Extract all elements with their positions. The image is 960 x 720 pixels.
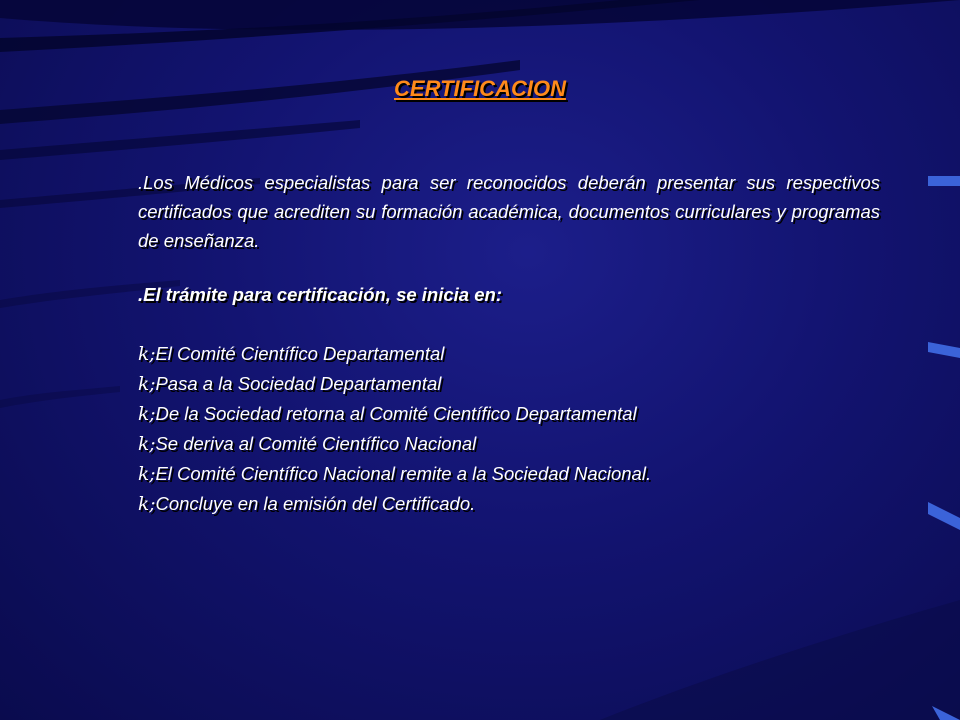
step-text: Pasa a la Sociedad Departamental	[155, 373, 442, 394]
list-item	[138, 459, 880, 489]
bullet-glyph: k;	[138, 494, 156, 515]
list-item	[138, 369, 880, 399]
bullet-glyph: k;	[138, 374, 156, 395]
list-item	[138, 399, 880, 429]
bullet-glyph: k;	[138, 434, 156, 455]
list-item	[138, 339, 880, 369]
list-item	[138, 429, 880, 459]
step-text: Se deriva al Comité Científico Nacional	[155, 433, 477, 454]
slide-body	[138, 168, 880, 519]
bullet-glyph: k;	[138, 464, 156, 485]
bullet-glyph: k;	[138, 404, 156, 425]
list-item	[138, 489, 880, 519]
slide-title: CERTIFICACION	[394, 76, 566, 101]
step-text: El Comité Científico Nacional remite a la Sociedad Nacional.	[155, 463, 652, 484]
step-text: Concluye en la emisión del Certificado.	[155, 493, 476, 514]
procedure-lead: .El trámite para certificación, se inicia en:	[138, 284, 502, 305]
procedure-steps	[138, 339, 880, 519]
step-text: De la Sociedad retorna al Comité Científico Departamental	[155, 403, 637, 424]
bullet-glyph: k;	[138, 344, 156, 365]
intro-paragraph: .Los Médicos especialistas para ser reconocidos deberán presentar sus respectivos certificados que acrediten su formación académica, documentos curriculares y programas de enseñanza.	[138, 172, 880, 251]
step-text: El Comité Científico Departamental	[155, 343, 445, 364]
